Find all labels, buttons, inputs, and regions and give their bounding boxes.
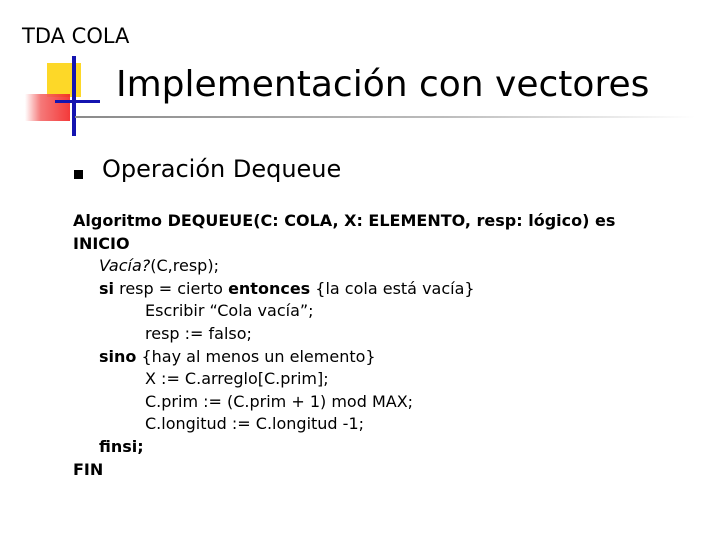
logo-blue-horizontal-bar [55, 100, 100, 103]
title-rule [75, 116, 695, 118]
entonces-keyword: entonces [228, 278, 311, 298]
header-label: TDA COLA [22, 24, 130, 48]
algorithm-block [73, 210, 615, 481]
si-condition: resp = cierto [114, 278, 229, 298]
sino-keyword: sino [99, 346, 137, 366]
sino-line [73, 346, 615, 369]
vacia-call-line [73, 255, 615, 278]
vacia-call-args: (C,resp); [150, 256, 219, 276]
slide-title: Implementación con vectores [116, 64, 650, 105]
assign-prim-line: C.prim := (C.prim + 1) mod MAX; [145, 391, 414, 411]
si-keyword: si [99, 278, 115, 298]
assign-longitud-line: C.longitud := C.longitud -1; [145, 414, 365, 434]
vacia-call-name: Vacía? [99, 256, 151, 276]
finsi-keyword: finsi; [99, 436, 144, 456]
escribir-line: Escribir “Cola vacía”; [145, 301, 314, 321]
algorithm-signature: Algoritmo DEQUEUE(C: COLA, X: ELEMENTO, resp: lógico) es [73, 211, 616, 230]
fin-keyword: FIN [73, 459, 104, 479]
si-comment: {la cola está vacía} [310, 278, 475, 298]
inicio-keyword: INICIO [73, 233, 130, 253]
logo-blue-vertical-bar [72, 56, 76, 136]
bullet-text: Operación Dequeue [102, 155, 342, 183]
logo-red-square [25, 94, 70, 121]
si-line [73, 278, 615, 301]
resp-false-line: resp := falso; [145, 323, 252, 343]
assign-x-line: X := C.arreglo[C.prim]; [145, 369, 329, 389]
sino-comment: {hay al menos un elemento} [136, 346, 376, 366]
square-bullet-icon [74, 170, 83, 179]
logo-squares [0, 0, 120, 140]
